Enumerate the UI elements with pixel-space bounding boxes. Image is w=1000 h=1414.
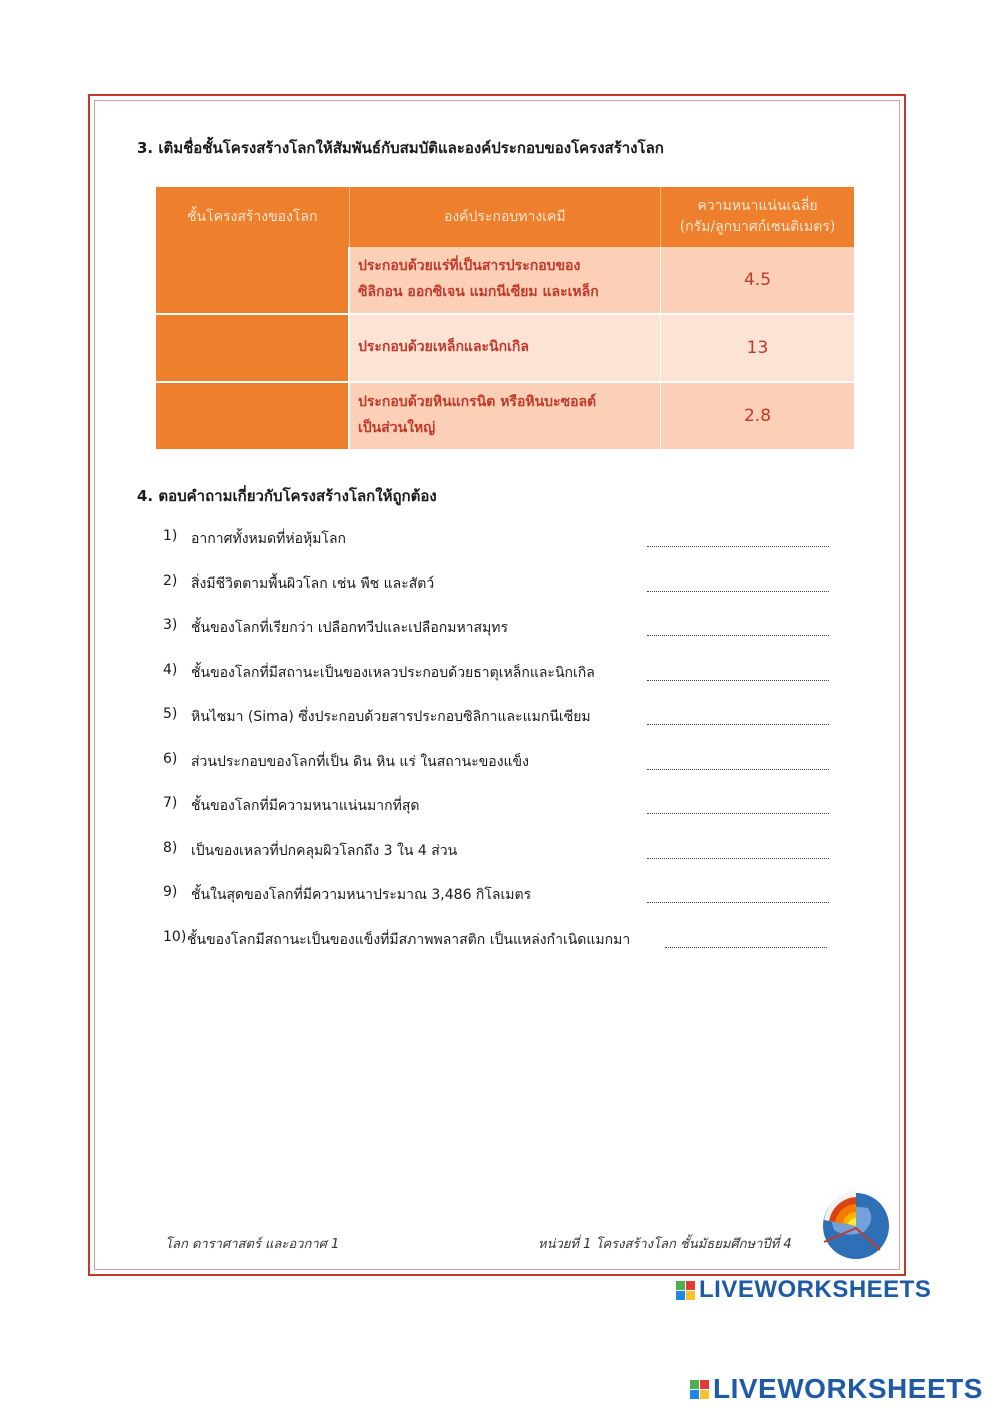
answer-field-8[interactable]	[647, 840, 829, 859]
table-row	[156, 314, 854, 382]
answer-field-9[interactable]	[647, 884, 829, 903]
question-number: 8)	[163, 839, 178, 856]
answer-field-3[interactable]	[647, 617, 829, 636]
question-number: 4)	[163, 661, 178, 678]
liveworksheets-logo-icon	[676, 1281, 695, 1300]
header-density-line1: ความหนาแน่นเฉลี่ย	[697, 198, 818, 214]
layer-answer-cell-3[interactable]	[156, 382, 349, 450]
liveworksheets-logo	[676, 1276, 931, 1304]
liveworksheets-logo-icon	[690, 1380, 709, 1399]
question-number: 10)	[163, 928, 187, 945]
composition-line1: ประกอบด้วยแร่ที่เป็นสารประกอบของ	[358, 258, 581, 275]
liveworksheets-logo-text: LIVEWORKSHEETS	[699, 1276, 932, 1303]
table-header-row	[156, 187, 854, 247]
question-number: 7)	[163, 795, 178, 811]
footer-unit-title: หน่วยที่ 1 โครงสร้างโลก ชั้นมัธยมศึกษาปีที่ 4	[538, 1237, 792, 1252]
answer-field-10[interactable]	[665, 929, 827, 948]
liveworksheets-watermark-text: LIVEWORKSHEETS	[713, 1373, 983, 1404]
question-number: 2)	[163, 572, 178, 589]
density-cell: 4.5	[661, 247, 855, 314]
composition-cell	[349, 314, 661, 382]
question-item	[163, 747, 843, 792]
header-composition: องค์ประกอบทางเคมี	[349, 187, 661, 247]
question-text: อากาศทั้งหมดที่ห่อหุ้มโลก	[191, 531, 347, 547]
composition-cell	[349, 382, 661, 450]
composition-line2: เป็นส่วนใหญ่	[358, 420, 436, 436]
question-text: ชั้นของโลกที่มีความหนาแน่นมากที่สุด	[191, 798, 420, 814]
question-text: สิ่งมีชีวิตตามพื้นผิวโลก เช่น พืช และสัตว์	[191, 575, 435, 592]
answer-field-7[interactable]	[647, 795, 829, 814]
question-text: ส่วนประกอบของโลกที่เป็น ดิน หิน แร่ ในสถานะของแข็ง	[191, 753, 529, 770]
question-number: 1)	[163, 528, 178, 544]
answer-field-2[interactable]	[647, 573, 829, 592]
section-3-title: 3. เติมชื่อชั้นโครงสร้างโลกให้สัมพันธ์กับสมบัติและองค์ประกอบของโครงสร้างโลก	[137, 139, 664, 157]
answer-field-6[interactable]	[647, 751, 829, 770]
header-density-line2: (กรัม/ลูกบาศก์เซนติเมตร)	[679, 219, 836, 235]
question-item	[163, 569, 843, 614]
composition-line1: ประกอบด้วยเหล็กและนิกเกิล	[358, 339, 529, 356]
table-row	[156, 247, 854, 314]
question-text: ชั้นของโลกมีสถานะเป็นของแข็งที่มีสภาพพลาสติก เป็นแหล่งกำเนิดแมกมา	[187, 931, 631, 948]
question-item	[163, 658, 843, 703]
answer-field-5[interactable]	[647, 706, 829, 725]
earth-structure-table	[156, 187, 854, 451]
header-density	[661, 187, 855, 247]
composition-line2: ซิลิกอน ออกซิเจน แมกนีเซียม และเหล็ก	[358, 284, 599, 300]
question-item	[163, 613, 843, 658]
table-row	[156, 382, 854, 450]
question-list	[163, 524, 843, 969]
question-number: 5)	[163, 706, 178, 722]
layer-answer-cell-1[interactable]	[156, 247, 349, 314]
earth-layers-icon	[816, 1186, 892, 1262]
composition-line1: ประกอบด้วยหินแกรนิต หรือหินบะซอลต์	[358, 394, 597, 411]
question-number: 9)	[163, 884, 178, 900]
question-text: ชั้นของโลกที่มีสถานะเป็นของเหลวประกอบด้วยธาตุเหล็กและนิกเกิล	[191, 664, 595, 681]
answer-field-4[interactable]	[647, 662, 829, 681]
question-item	[163, 702, 843, 747]
question-number: 6)	[163, 750, 178, 767]
question-item	[163, 925, 843, 970]
layer-answer-cell-2[interactable]	[156, 314, 349, 382]
question-item	[163, 524, 843, 569]
liveworksheets-watermark	[690, 1373, 983, 1405]
question-item	[163, 791, 843, 836]
density-cell: 13	[661, 314, 855, 382]
density-cell: 2.8	[661, 382, 855, 450]
question-text: ชั้นในสุดของโลกที่มีความหนาประมาณ 3,486 กิโลเมตร	[191, 887, 532, 903]
section-4-title: 4. ตอบคำถามเกี่ยวกับโครงสร้างโลกให้ถูกต้อง	[137, 487, 437, 505]
question-item	[163, 880, 843, 925]
question-text: เป็นของเหลวที่ปกคลุมผิวโลกถึง 3 ใน 4 ส่วน	[191, 842, 458, 859]
question-text: หินไซมา (Sima) ซึ่งประกอบด้วยสารประกอบซิลิกาและแมกนีเซียม	[191, 709, 591, 725]
footer-book-title: โลก ดาราศาสตร์ และอวกาศ 1	[165, 1237, 340, 1252]
question-item	[163, 836, 843, 881]
answer-field-1[interactable]	[647, 528, 829, 547]
question-text: ชั้นของโลกที่เรียกว่า เปลือกทวีปและเปลือกมหาสมุทร	[191, 620, 509, 636]
question-number: 3)	[163, 617, 178, 633]
composition-cell	[349, 247, 661, 314]
header-layer: ชั้นโครงสร้างของโลก	[156, 187, 349, 247]
